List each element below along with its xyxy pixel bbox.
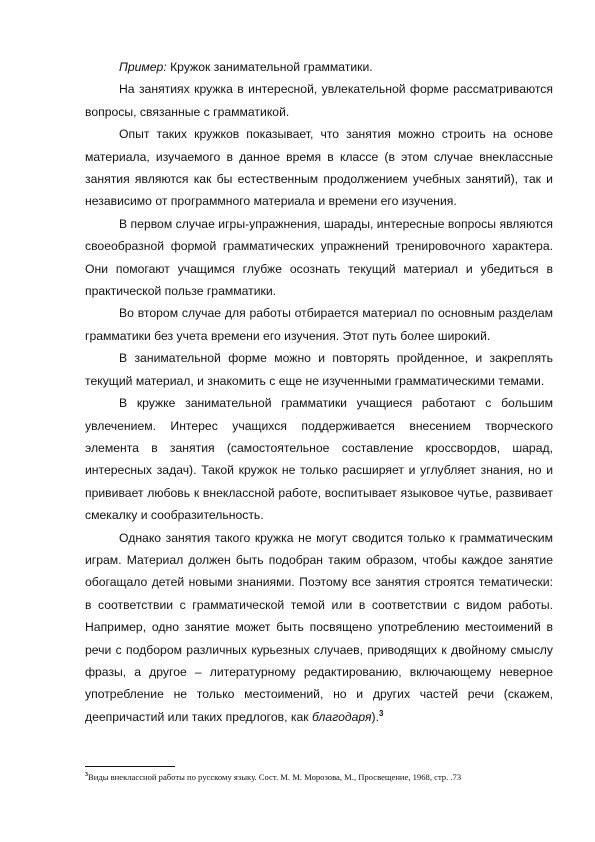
footnote-reference: 3	[378, 708, 384, 718]
paragraph-8-text: Однако занятия такого кружка не могут сводится только к грамматическим играм. Материал должен быть подобран таким образом, чтобы каждое занятие обогащало детей новыми знаниями. Поэтому все занятия строятся тематически: в соответствии с грамматической темой или в соответствии с видом работы. Например, одно занятие может быть посвящено употреблению местоимений в речи с подбором различных курьезных случаев, приводящих к двойному смыслу фразы, а другое – литературному редактированию, включающему неверное употребление не только местоимений, но и других частей речи (скажем, деепричастий или таких предлогов, как	[85, 530, 553, 724]
footnote	[85, 772, 553, 783]
paragraph-2: На занятиях кружка в интересной, увлекательной форме рассматриваются вопросы, связанные с грамматикой.	[85, 82, 553, 119]
footnote-mark: 3	[85, 772, 88, 779]
example-text: Кружок занимательной грамматики.	[166, 60, 373, 74]
footnote-separator	[85, 766, 175, 767]
body-text	[85, 56, 553, 728]
italic-word: благодаря	[311, 709, 372, 724]
paragraph-5: Во втором случае для работы отбирается материал по основным разделам грамматики без учета времени его изучения. Этот путь более широкий.	[85, 306, 553, 343]
paragraph-4: В первом случае игры-упражнения, шарады, интересные вопросы являются своеобразной формой грамматических упражнений тренировочного характера. Они помогают учащимся глубже осознать текущий материал и убедиться в практической пользе грамматики.	[85, 216, 553, 299]
paragraph-7: В кружке занимательной грамматики учащиеся работают с большим увлечением. Интерес учащихся поддерживается внесением творческого элемента в занятия (самостоятельное составление кроссвордов, шарад, интересных задач). Такой кружок не только расширяет и углубляет знания, но и прививает любовь к внеклассной работе, воспитывает языковое чутье, развивает смекалку и сообразительность.	[85, 396, 553, 523]
paragraph-8-tail: ).	[371, 709, 379, 724]
example-label: Пример:	[119, 60, 167, 74]
footnote-text: Виды внеклассной работы по русскому языку. Сост. М. М. Морозова, М., Просвещение, 1968, стр. .73	[88, 772, 462, 782]
paragraph-8	[85, 527, 553, 729]
paragraph-6: В занимательной форме можно и повторять пройденное, и закреплять текущий материал, и знакомить с еще не изученными грамматическими темами.	[85, 351, 553, 388]
paragraph-3: Опыт таких кружков показывает, что занятия можно строить на основе материала, изучаемого в данное время в классе (в этом случае внеклассные занятия являются как бы естественным продолжением учебных занятий), так и независимо от программного материала и времени его изучения.	[85, 127, 553, 209]
paragraph-example	[85, 56, 553, 78]
